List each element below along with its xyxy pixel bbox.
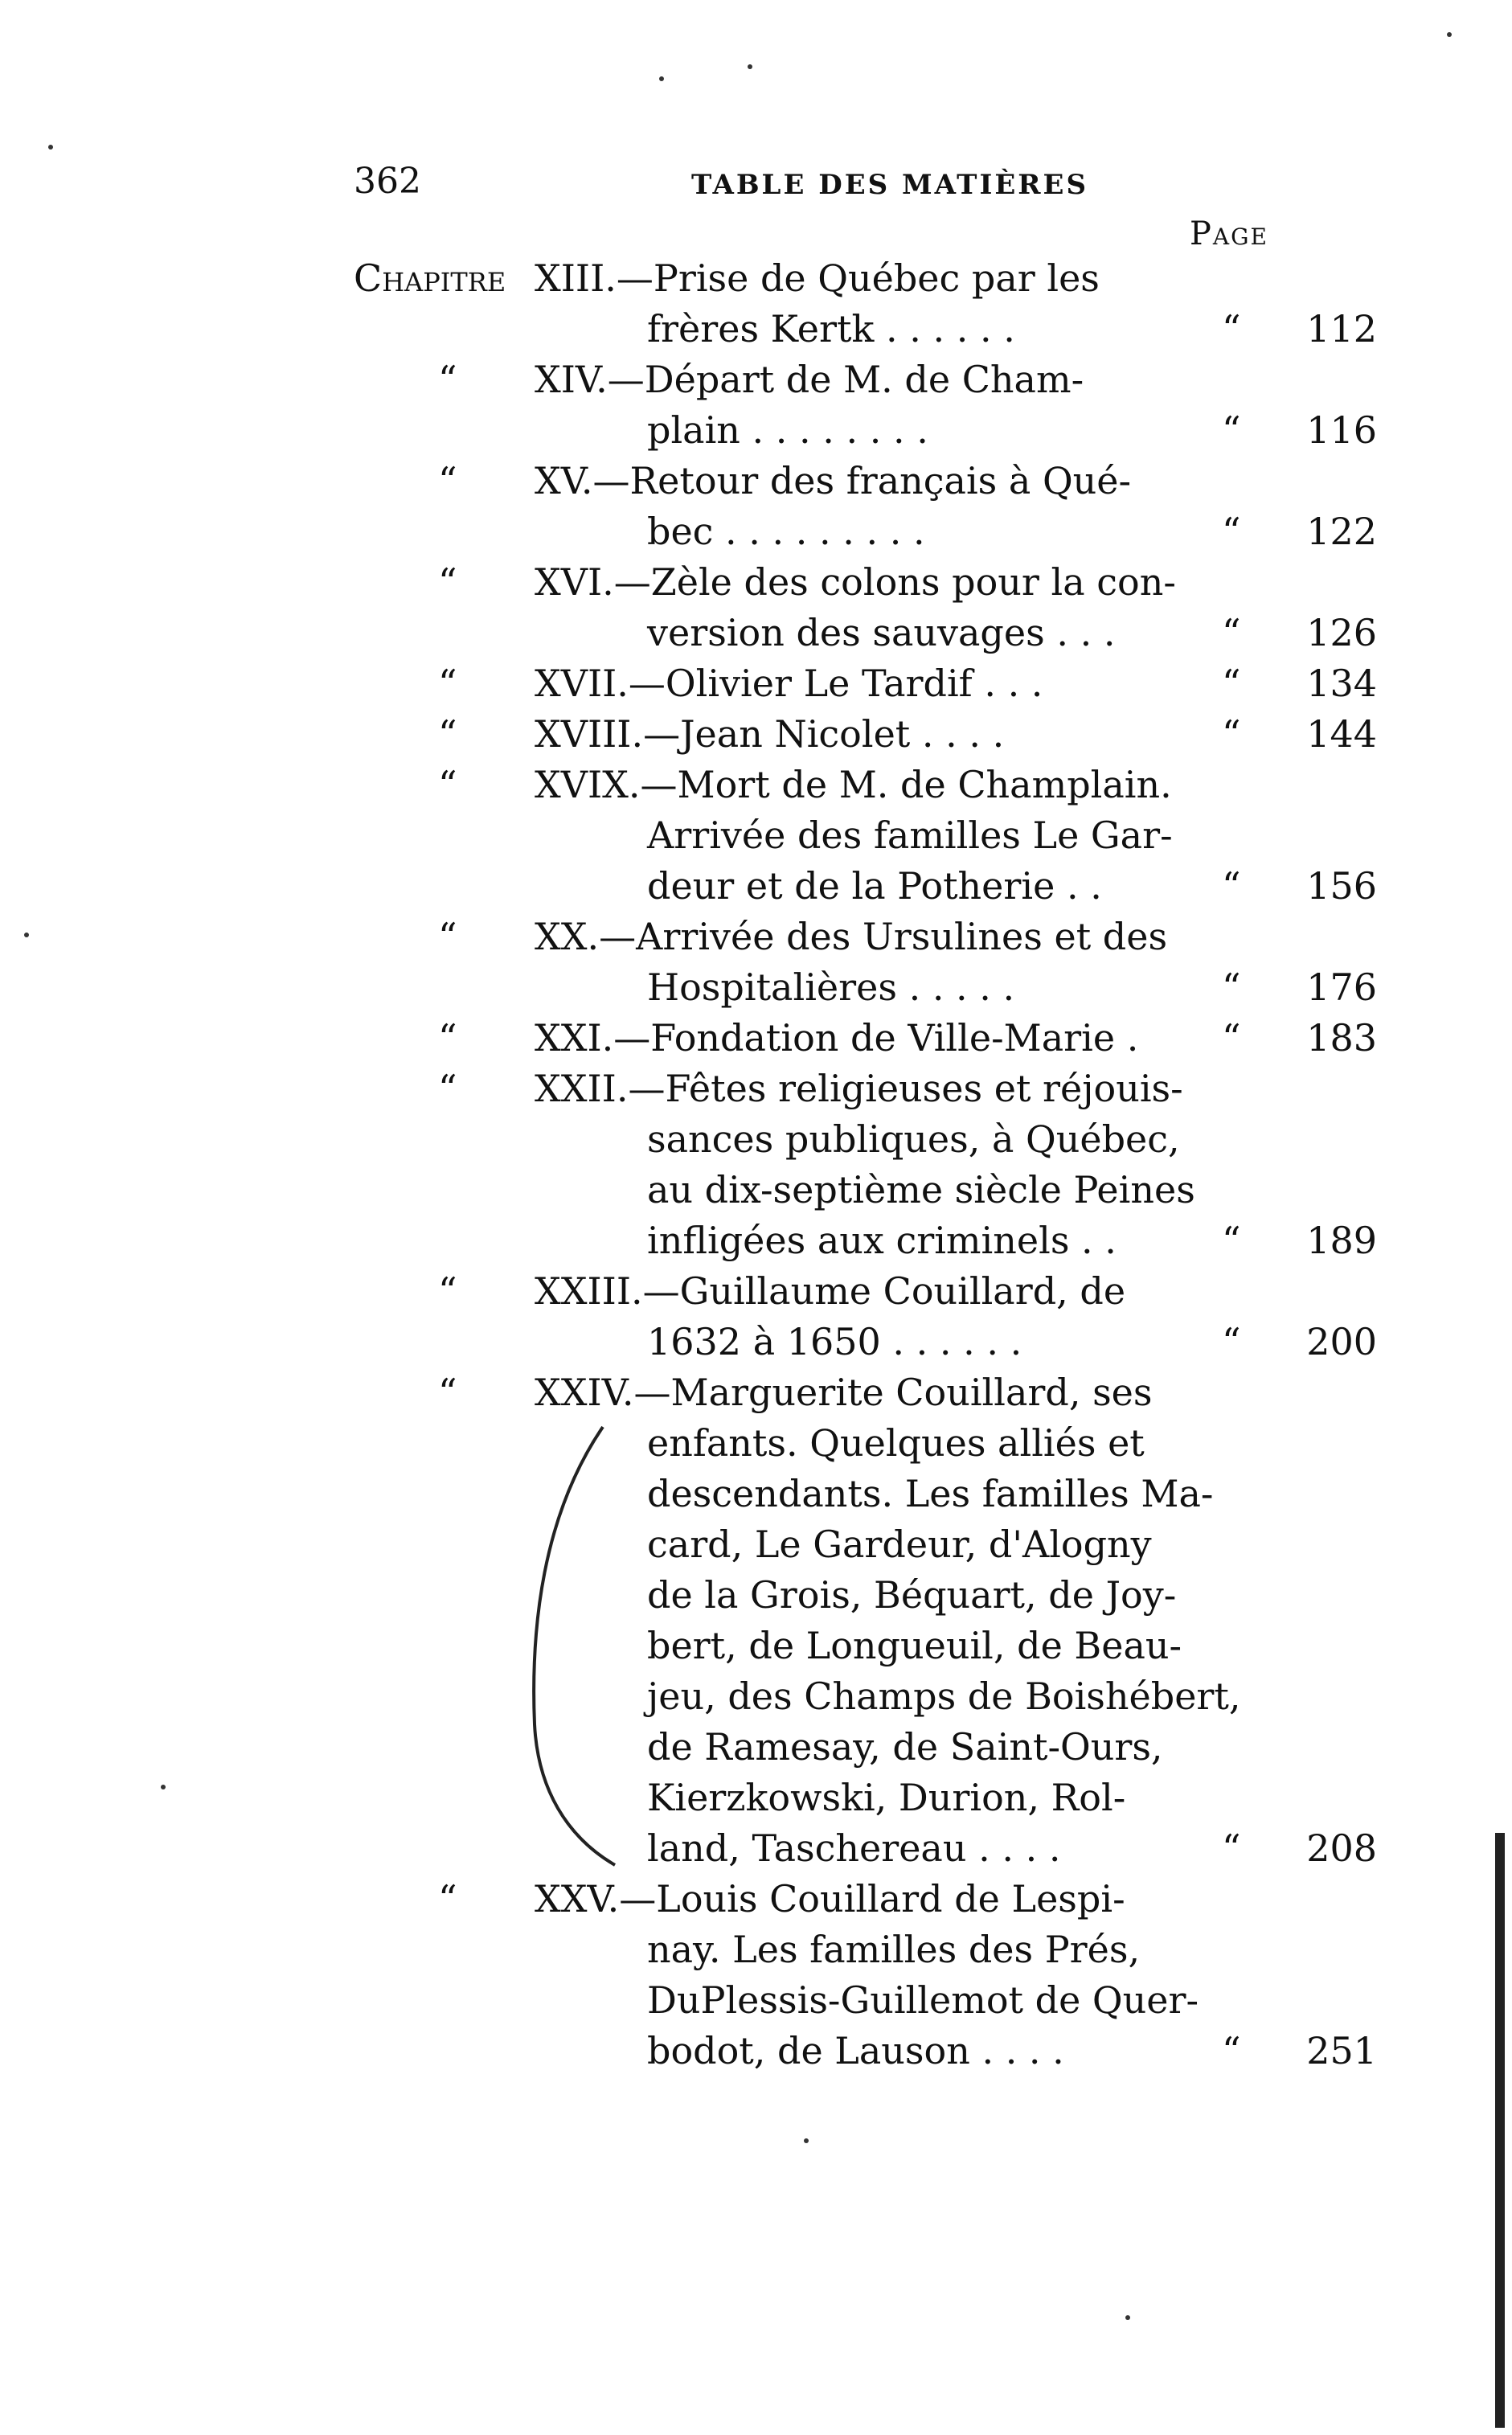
toc-entry bbox=[0, 658, 1512, 709]
ditto-mark: “ bbox=[1222, 864, 1241, 908]
ditto-mark: “ bbox=[438, 1371, 457, 1414]
page-ref: 251 bbox=[1306, 2029, 1377, 2072]
page-ref: 116 bbox=[1306, 408, 1377, 452]
chapter-title-continuation: version des sauvages . . . bbox=[647, 611, 1116, 654]
ditto-mark: “ bbox=[1222, 408, 1241, 452]
chapter-title: XXV.—Louis Couillard de Lespi- bbox=[535, 1877, 1125, 1921]
chapter-title: XXII.—Fêtes religieuses et réjouis- bbox=[535, 1067, 1183, 1110]
toc-line bbox=[0, 608, 1512, 658]
chapter-title-continuation: DuPlessis-Guillemot de Quer- bbox=[647, 1978, 1199, 2022]
ditto-mark: “ bbox=[1222, 1016, 1241, 1060]
page-column-label: Page bbox=[1190, 215, 1268, 252]
scan-speck bbox=[161, 1785, 166, 1789]
chapter-title: XXIV.—Marguerite Couillard, ses bbox=[535, 1371, 1153, 1414]
scan-speck bbox=[804, 2138, 809, 2143]
scan-speck bbox=[1125, 2315, 1130, 2320]
chapter-title: XIII.—Prise de Québec par les bbox=[535, 256, 1100, 300]
toc-line bbox=[0, 1165, 1512, 1215]
page-number: 362 bbox=[354, 161, 421, 202]
chapter-title-continuation: bec . . . . . . . . . bbox=[647, 510, 925, 553]
toc-line bbox=[0, 861, 1512, 912]
ditto-mark: “ bbox=[438, 1877, 457, 1921]
toc-line bbox=[0, 962, 1512, 1013]
toc-entry bbox=[0, 1367, 1512, 1874]
ditto-mark: “ bbox=[1222, 965, 1241, 1009]
ditto-mark: “ bbox=[438, 712, 457, 756]
chapter-title: XVII.—Olivier Le Tardif . . . bbox=[535, 662, 1043, 705]
toc-line bbox=[0, 760, 1512, 810]
toc-line bbox=[0, 1823, 1512, 1874]
scan-speck bbox=[1447, 32, 1452, 37]
toc-line bbox=[0, 2026, 1512, 2076]
page-ref: 176 bbox=[1306, 965, 1377, 1009]
chapter-title-continuation: sances publiques, à Québec, bbox=[647, 1117, 1180, 1161]
ditto-mark: “ bbox=[438, 763, 457, 806]
ditto-mark: “ bbox=[438, 1016, 457, 1060]
toc-line bbox=[0, 1519, 1512, 1570]
scan-edge-shadow bbox=[1495, 1833, 1505, 2428]
ditto-mark: “ bbox=[1222, 2029, 1241, 2072]
ditto-mark: “ bbox=[1222, 1826, 1241, 1870]
chapter-prefix: Chapitre bbox=[354, 256, 506, 300]
toc-line bbox=[0, 506, 1512, 557]
toc-entry bbox=[0, 760, 1512, 912]
chapter-title-continuation: jeu, des Champs de Boishébert, bbox=[647, 1675, 1241, 1718]
ditto-mark: “ bbox=[1222, 510, 1241, 553]
toc-line bbox=[0, 1925, 1512, 1975]
toc-entry bbox=[0, 355, 1512, 456]
toc-line bbox=[0, 1114, 1512, 1165]
toc-line bbox=[0, 1418, 1512, 1469]
ditto-mark: “ bbox=[1222, 662, 1241, 705]
toc-entry bbox=[0, 1874, 1512, 2076]
page-header bbox=[0, 161, 1512, 225]
chapter-title-continuation: bodot, de Lauson . . . . bbox=[647, 2029, 1064, 2072]
chapter-title-continuation: nay. Les familles des Prés, bbox=[647, 1928, 1141, 1971]
page-ref: 208 bbox=[1306, 1826, 1377, 1870]
page-ref: 112 bbox=[1306, 307, 1377, 350]
toc-line bbox=[0, 1722, 1512, 1773]
chapter-title: XVI.—Zèle des colons pour la con- bbox=[535, 560, 1176, 604]
page-ref: 122 bbox=[1306, 510, 1377, 553]
toc-entry bbox=[0, 1064, 1512, 1266]
chapter-title-continuation: 1632 à 1650 . . . . . . bbox=[647, 1320, 1022, 1363]
toc-entry bbox=[0, 1266, 1512, 1367]
toc-entry bbox=[0, 1013, 1512, 1064]
toc-line bbox=[0, 557, 1512, 608]
toc-line bbox=[0, 355, 1512, 405]
table-of-contents bbox=[0, 253, 1512, 2076]
page-ref: 183 bbox=[1306, 1016, 1377, 1060]
chapter-title-continuation: Arrivée des familles Le Gar- bbox=[647, 814, 1173, 857]
chapter-title: XIV.—Départ de M. de Cham- bbox=[535, 358, 1084, 401]
ditto-mark: “ bbox=[438, 459, 457, 502]
chapter-title-continuation: au dix-septième siècle Peines bbox=[647, 1168, 1195, 1211]
chapter-title-continuation: frères Kertk . . . . . . bbox=[647, 307, 1015, 350]
toc-entry bbox=[0, 709, 1512, 760]
toc-line bbox=[0, 709, 1512, 760]
chapter-title-continuation: land, Taschereau . . . . bbox=[647, 1826, 1061, 1870]
toc-line bbox=[0, 658, 1512, 709]
scan-speck bbox=[748, 64, 752, 69]
chapter-title-continuation: Kierzkowski, Durion, Rol- bbox=[647, 1776, 1126, 1819]
ditto-mark: “ bbox=[438, 915, 457, 958]
chapter-title-continuation: enfants. Quelques alliés et bbox=[647, 1421, 1145, 1465]
toc-line bbox=[0, 1266, 1512, 1317]
chapter-title-continuation: plain . . . . . . . . bbox=[647, 408, 928, 452]
toc-line bbox=[0, 456, 1512, 506]
ditto-mark: “ bbox=[1222, 1320, 1241, 1363]
ditto-mark: “ bbox=[1222, 611, 1241, 654]
scan-speck bbox=[24, 933, 29, 937]
ditto-mark: “ bbox=[1222, 1219, 1241, 1262]
toc-entry bbox=[0, 253, 1512, 355]
toc-line bbox=[0, 304, 1512, 355]
ditto-mark: “ bbox=[438, 1067, 457, 1110]
toc-line bbox=[0, 1671, 1512, 1722]
chapter-title: XVIX.—Mort de M. de Champlain. bbox=[535, 763, 1172, 806]
toc-line bbox=[0, 1469, 1512, 1519]
toc-line bbox=[0, 1064, 1512, 1114]
toc-line bbox=[0, 1367, 1512, 1418]
toc-line bbox=[0, 1621, 1512, 1671]
chapter-title-continuation: de la Grois, Béquart, de Joy- bbox=[647, 1573, 1177, 1617]
page-ref: 200 bbox=[1306, 1320, 1377, 1363]
toc-line bbox=[0, 912, 1512, 962]
chapter-title-continuation: Hospitalières . . . . . bbox=[647, 965, 1015, 1009]
toc-line bbox=[0, 1874, 1512, 1925]
scan-speck bbox=[48, 145, 53, 150]
chapter-title: XV.—Retour des français à Qué- bbox=[535, 459, 1132, 502]
toc-entry bbox=[0, 557, 1512, 658]
toc-line bbox=[0, 810, 1512, 861]
toc-line bbox=[0, 1975, 1512, 2026]
ditto-mark: “ bbox=[1222, 712, 1241, 756]
toc-line bbox=[0, 253, 1512, 304]
chapter-title-continuation: deur et de la Potherie . . bbox=[647, 864, 1102, 908]
scan-speck bbox=[659, 76, 664, 81]
running-title: TABLE DES MATIÈRES bbox=[691, 169, 1089, 201]
chapter-title-continuation: descendants. Les familles Ma- bbox=[647, 1472, 1214, 1515]
toc-line bbox=[0, 1215, 1512, 1266]
chapter-title: XXI.—Fondation de Ville-Marie . bbox=[535, 1016, 1139, 1060]
chapter-title: XXIII.—Guillaume Couillard, de bbox=[535, 1269, 1126, 1313]
chapter-title-continuation: card, Le Gardeur, d'Alogny bbox=[647, 1523, 1152, 1566]
chapter-title: XVIII.—Jean Nicolet . . . . bbox=[535, 712, 1005, 756]
page-ref: 134 bbox=[1306, 662, 1377, 705]
chapter-title-continuation: infligées aux criminels . . bbox=[647, 1219, 1117, 1262]
ditto-mark: “ bbox=[438, 662, 457, 705]
page-ref: 156 bbox=[1306, 864, 1377, 908]
ditto-mark: “ bbox=[438, 560, 457, 604]
ditto-mark: “ bbox=[438, 1269, 457, 1313]
chapter-title-continuation: de Ramesay, de Saint-Ours, bbox=[647, 1725, 1163, 1769]
page-ref: 126 bbox=[1306, 611, 1377, 654]
ditto-mark: “ bbox=[438, 358, 457, 401]
toc-line bbox=[0, 405, 1512, 456]
chapter-title: XX.—Arrivée des Ursulines et des bbox=[535, 915, 1168, 958]
toc-line bbox=[0, 1317, 1512, 1367]
page-ref: 144 bbox=[1306, 712, 1377, 756]
toc-line bbox=[0, 1773, 1512, 1823]
ditto-mark: “ bbox=[1222, 307, 1241, 350]
toc-entry bbox=[0, 456, 1512, 557]
chapter-title-continuation: bert, de Longueuil, de Beau- bbox=[647, 1624, 1182, 1667]
handwritten-bracket bbox=[527, 1419, 623, 1869]
toc-line bbox=[0, 1570, 1512, 1621]
toc-entry bbox=[0, 912, 1512, 1013]
page-ref: 189 bbox=[1306, 1219, 1377, 1262]
toc-line bbox=[0, 1013, 1512, 1064]
